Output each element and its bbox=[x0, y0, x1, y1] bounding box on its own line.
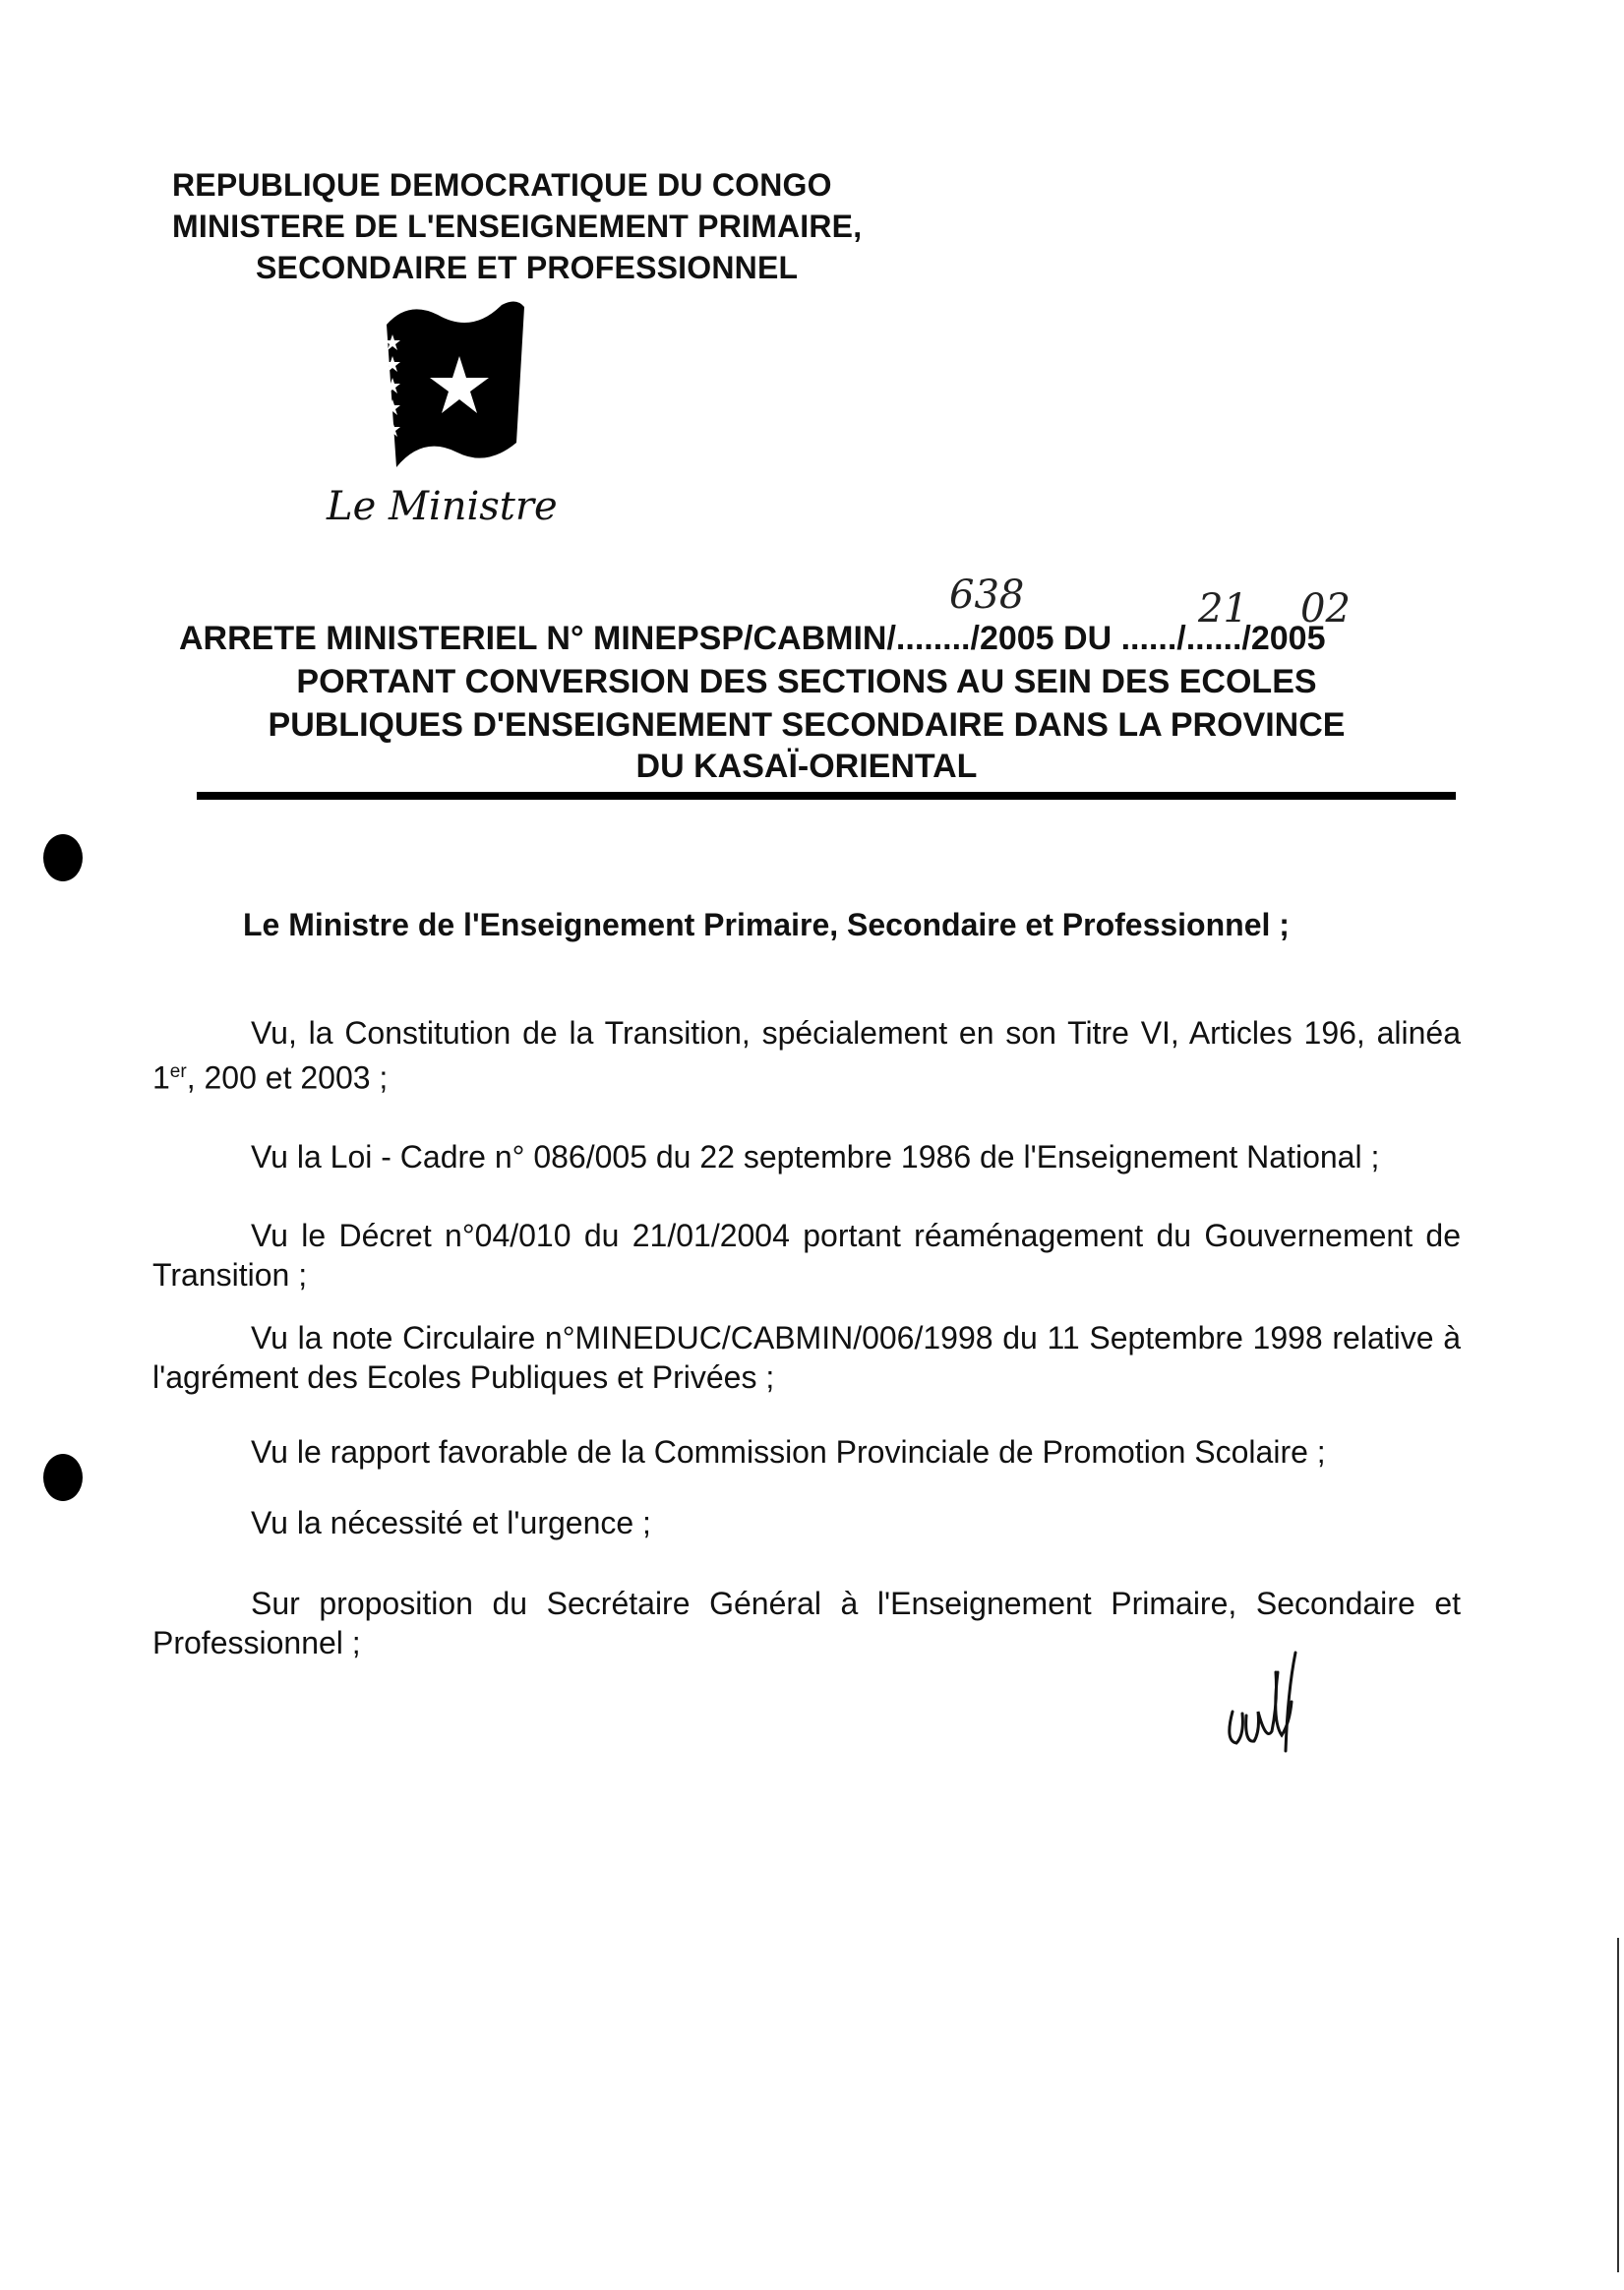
handwritten-month: 02 bbox=[1300, 586, 1351, 632]
decree-subtitle-2: PUBLIQUES D'ENSEIGNEMENT SECONDAIRE DANS LA PROVINCE bbox=[268, 706, 1346, 744]
vu-rapport: Vu le rapport favorable de la Commission Provinciale de Promotion Scolaire ; bbox=[251, 1434, 1326, 1470]
decree-subtitle-3: DU KASAÏ-ORIENTAL bbox=[635, 748, 978, 785]
decree-day-blank: ...... bbox=[1120, 620, 1177, 657]
decree-month-blank: /...... bbox=[1176, 620, 1242, 657]
minister-title: Le Ministre bbox=[327, 484, 558, 529]
decree-year: /2005 bbox=[970, 620, 1054, 657]
vu-loi-cadre: Vu la Loi - Cadre n° 086/005 du 22 septembre 1986 de l'Enseignement National ; bbox=[251, 1139, 1380, 1175]
title-divider bbox=[197, 792, 1456, 800]
vu-constitution: Vu, la Constitution de la Transition, spécialement en son Titre VI, Articles 196, alinéa 1er, 200 et 2003 ; bbox=[152, 1015, 1461, 1096]
binder-hole-bottom bbox=[43, 1454, 83, 1501]
decree-du: DU bbox=[1053, 620, 1121, 657]
sur-proposition: Sur proposition du Secrétaire Général à l'Enseignement Primaire, Secondaire et Professionnel ; bbox=[152, 1586, 1461, 1660]
handwritten-day: 21 bbox=[1198, 586, 1248, 632]
vu-note-circulaire: Vu la note Circulaire n°MINEDUC/CABMIN/006/1998 du 11 Septembre 1998 relative à l'agrément des Ecoles Publiques et Privées ; bbox=[152, 1320, 1461, 1395]
initials-signature-icon bbox=[1215, 1633, 1323, 1761]
scan-edge-line bbox=[1617, 1938, 1619, 2272]
header-country: REPUBLIQUE DEMOCRATIQUE DU CONGO bbox=[172, 167, 832, 203]
header-ministry-cont: SECONDAIRE ET PROFESSIONNEL bbox=[256, 250, 799, 285]
decree-number-blank: ........ bbox=[895, 620, 971, 657]
decree-subtitle-1: PORTANT CONVERSION DES SECTIONS AU SEIN DES ECOLES bbox=[296, 663, 1317, 700]
decree-title bbox=[179, 620, 1326, 658]
header-ministry: MINISTERE DE L'ENSEIGNEMENT PRIMAIRE, bbox=[172, 209, 863, 244]
decree-year2: /2005 bbox=[1241, 620, 1326, 657]
flag-emblem-icon bbox=[379, 295, 526, 477]
decree-title-prefix: ARRETE MINISTERIEL N° MINEPSP/CABMIN/ bbox=[179, 620, 896, 657]
vu-decret: Vu le Décret n°04/010 du 21/01/2004 portant réaménagement du Gouvernement de Transition ; bbox=[152, 1218, 1461, 1293]
binder-hole-top bbox=[43, 834, 83, 881]
intro-line: Le Ministre de l'Enseignement Primaire, Secondaire et Professionnel ; bbox=[243, 907, 1290, 942]
handwritten-number: 638 bbox=[949, 572, 1025, 618]
vu-necessite: Vu la nécessité et l'urgence ; bbox=[251, 1505, 651, 1540]
